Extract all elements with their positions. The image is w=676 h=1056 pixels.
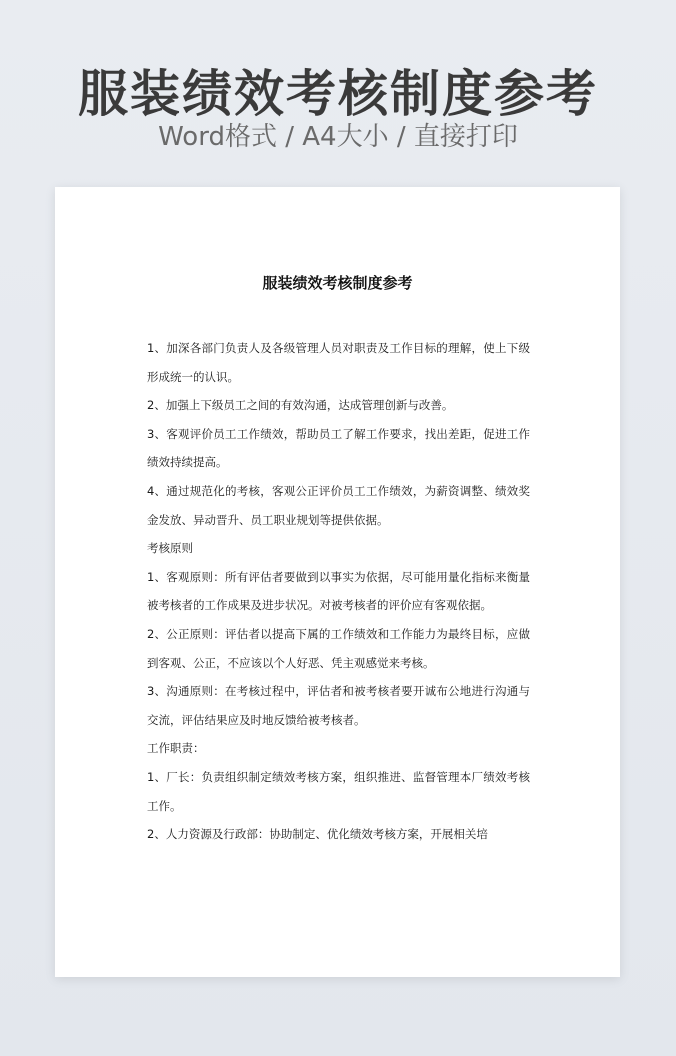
document-page <box>55 187 620 977</box>
section-heading-duties: 工作职责： <box>147 741 205 756</box>
paragraph-goal-3: 3、客观评价员工工作绩效，帮助员工了解工作要求，找出差距，促进工作绩效持续提高。 <box>147 426 530 470</box>
paragraph-goal-2: 2、加强上下级员工之间的有效沟通，达成管理创新与改善。 <box>147 398 454 413</box>
paragraph-goal-4: 4、通过规范化的考核，客观公正评价员工工作绩效，为薪资调整、绩效奖金发放、异动晋升、员工职业规划等提供依据。 <box>147 483 530 527</box>
paragraph-duty-hr-admin: 2、人力资源及行政部：协助制定、优化绩效考核方案，开展相关培 <box>147 827 488 842</box>
paragraph-duty-factory-director: 1、厂长：负责组织制定绩效考核方案，组织推进、监督管理本厂绩效考核工作。 <box>147 769 530 813</box>
paragraph-principle-fair: 2、公正原则：评估者以提高下属的工作绩效和工作能力为最终目标，应做到客观、公正，不应该以个人好恶、凭主观感觉来考核。 <box>147 626 530 670</box>
section-heading-principles: 考核原则 <box>147 541 193 556</box>
document-title: 服装绩效考核制度参考 <box>262 274 413 292</box>
paragraph-principle-objective: 1、客观原则：所有评估者要做到以事实为依据，尽可能用量化指标来衡量被考核者的工作成果及进步状况。对被考核者的评价应有客观依据。 <box>147 569 530 613</box>
banner-subtitle: Word格式 / A4大小 / 直接打印 <box>158 122 518 152</box>
document-body <box>147 334 530 849</box>
paragraph-principle-communication: 3、沟通原则：在考核过程中，评估者和被考核者要开诚布公地进行沟通与交流，评估结果应及时地反馈给被考核者。 <box>147 684 530 727</box>
paragraph-goal-1: 1、加深各部门负责人及各级管理人员对职责及工作目标的理解，使上下级形成统一的认识。 <box>147 341 530 384</box>
banner-title: 服装绩效考核制度参考 <box>78 65 598 123</box>
